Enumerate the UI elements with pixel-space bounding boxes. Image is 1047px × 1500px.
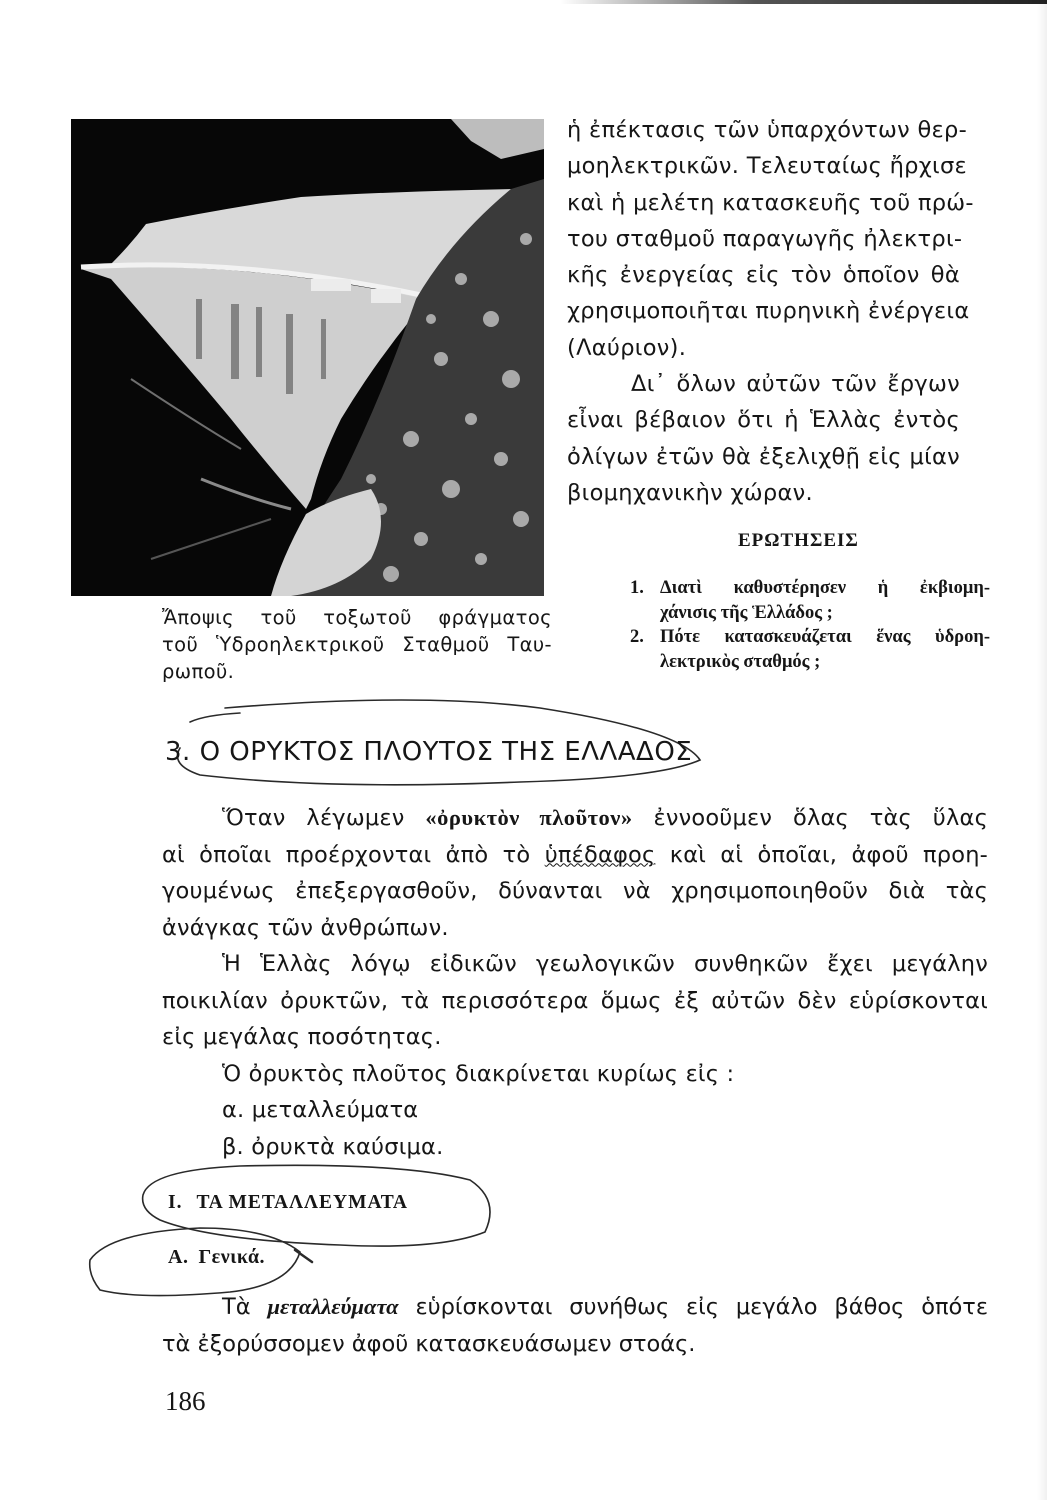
subsection-title: ΤΑ ΜΕΤΑΛΛΕΥΜΑΤΑ <box>196 1192 408 1213</box>
list-item: α. μεταλλεύματα <box>222 1097 419 1123</box>
section-title: Ο ΟΡΥΚΤΟΣ ΠΛΟΥΤΟΣ ΤΗΣ ΕΛΛΑΔΟΣ <box>199 737 693 767</box>
question-number: 1. <box>630 578 644 598</box>
question-item <box>630 625 990 674</box>
page-number: 186 <box>165 1386 206 1416</box>
questions-list <box>630 576 990 674</box>
body-text <box>162 800 988 1165</box>
text-line: Δι᾽ ὅλων αὐτῶν τῶν ἔργων <box>631 371 960 398</box>
section-heading <box>165 737 692 767</box>
scan-edge-shadow-right <box>1037 0 1047 1500</box>
question-item <box>630 576 990 625</box>
text-line: του σταθμοῦ παραγωγῆς ἠλεκτρι- <box>567 225 963 252</box>
text-line: γουμένως ἐπεξεργασθοῦν, δύνανται νὰ χρησιμοποιηθοῦν διὰ τὰς <box>162 878 988 904</box>
text-line: κῆς ἐνεργείας εἰς τὸν ὁποῖον θὰ <box>567 262 960 289</box>
text-line: εἰς μεγάλας ποσότητας. <box>162 1024 442 1050</box>
text-line: τὰ ἐξορύσσομεν ἀφοῦ κατασκευάσωμεν στοάς. <box>162 1330 696 1357</box>
term-ores: μεταλλεύματα <box>267 1294 399 1319</box>
text-line: καὶ ἡ μελέτη κατασκευῆς τοῦ πρώ- <box>567 189 974 216</box>
caption-line: τοῦ Ὑδροηλεκτρικοῦ Σταθμοῦ Ταυ- <box>162 633 552 656</box>
question-line: χάνισις τῆς Ἑλλάδος ; <box>660 602 833 623</box>
question-number: 2. <box>630 627 644 647</box>
text-line: χρησιμοποιῆται πυρηνικὴ ἐνέργεια <box>567 298 970 325</box>
caption-line: Ἄποψις τοῦ τοξωτοῦ φράγματος <box>162 606 552 629</box>
text-line: (Λαύριον). <box>567 334 687 361</box>
underlined-word: ὑπέδαφος <box>544 841 656 868</box>
list-item: β. ὀρυκτὰ καύσιμα. <box>222 1133 444 1160</box>
scan-edge-shadow <box>560 0 1047 4</box>
list-marker: β. <box>222 1133 244 1160</box>
subsection-number: Ι. <box>168 1192 183 1213</box>
dam-photograph <box>71 119 544 596</box>
question-line: Διατὶ καθυστέρησεν ἡ ἐκβιομη- <box>660 578 990 598</box>
subsection-heading <box>168 1192 408 1214</box>
figure-caption <box>162 604 552 685</box>
text-line: ὀλίγων ἐτῶν θὰ ἐξελιχθῇ εἰς μίαν <box>567 443 960 470</box>
text-line: ἀνάγκας τῶν ἀνθρώπων. <box>162 914 449 941</box>
text-line: μοηλεκτρικῶν. Τελευταίως ἤρχισε <box>567 153 967 180</box>
question-line: Πότε κατασκευάζεται ἕνας ὑδροη- <box>660 627 990 647</box>
section-number: 3. <box>165 737 191 767</box>
text-line: βιομηχανικὴν χώραν. <box>567 479 813 506</box>
question-line: λεκτρικὸς σταθμός ; <box>660 651 821 672</box>
text-line: ποικιλίαν ὀρυκτῶν, τὰ περισσότερα ὅμως ἐξ αὐτῶν δὲν εὑρίσκονται <box>162 987 988 1014</box>
text-line: Ὅταν λέγωμεν «ὀρυκτὸν πλοῦτον» ἐννοοῦμεν ὅλας τὰς ὕλας <box>222 805 988 831</box>
text-line: εἶναι βέβαιον ὅτι ἡ Ἑλλὰς ἐντὸς <box>567 407 960 434</box>
body-text-2 <box>162 1289 988 1362</box>
subsubsection-title: Γενικά. <box>198 1246 266 1268</box>
pen-mark <box>295 1250 312 1262</box>
subsubsection-heading <box>168 1246 265 1269</box>
list-marker: α. <box>222 1097 245 1123</box>
section-oval-tail <box>190 713 240 722</box>
caption-line: ρωποῦ. <box>162 660 235 683</box>
text-line: Ἡ Ἑλλὰς λόγῳ εἰδικῶν γεωλογικῶν συνθηκῶν ἔχει μεγάλην <box>222 951 988 977</box>
dam-photo-illustration <box>71 119 544 596</box>
term-mineral-wealth: «ὀρυκτὸν πλοῦτον» <box>425 805 633 830</box>
text-line: ἡ ἐπέκτασις τῶν ὑπαρχόντων θερ- <box>567 117 968 143</box>
text-line: αἱ ὁποῖαι προέρχονται ἀπὸ τὸ ὑπέδαφος καὶ αἱ ὁποῖαι, ἀφοῦ προη- <box>162 841 988 868</box>
questions-heading: ΕΡΩΤΗΣΕΙΣ <box>738 530 859 551</box>
text-line: Τὰ μεταλλεύματα εὑρίσκονται συνήθως εἰς μεγάλο βάθος ὁπότε <box>222 1294 988 1320</box>
subsubsection-number: Α. <box>168 1246 189 1268</box>
text-line: Ὁ ὀρυκτὸς πλοῦτος διακρίνεται κυρίως εἰς : <box>222 1060 735 1087</box>
right-column-text <box>567 112 974 511</box>
